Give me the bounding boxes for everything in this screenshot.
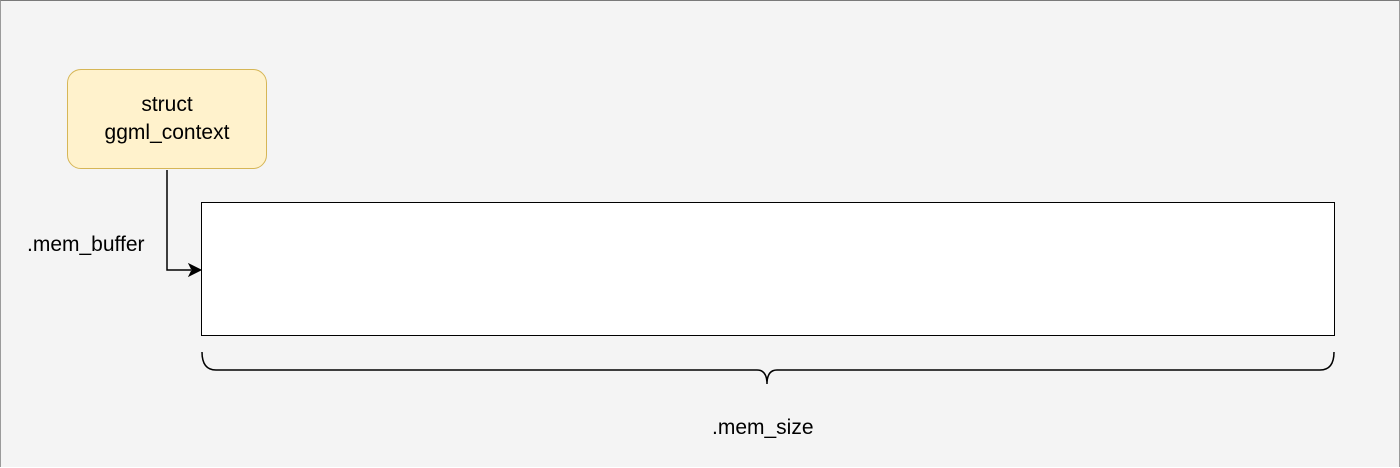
mem-buffer-label: .mem_buffer	[27, 233, 145, 256]
memory-buffer-block[interactable]	[201, 202, 1335, 336]
mem-size-brace	[202, 352, 1334, 384]
struct-node-line1: struct	[141, 93, 193, 116]
mem-buffer-arrow-line	[167, 170, 191, 270]
mem-size-label: .mem_size	[712, 416, 814, 439]
struct-node-line2: ggml_context	[104, 121, 230, 144]
arrowhead-icon	[189, 264, 201, 276]
ggml-context-struct-node[interactable]	[67, 69, 267, 169]
